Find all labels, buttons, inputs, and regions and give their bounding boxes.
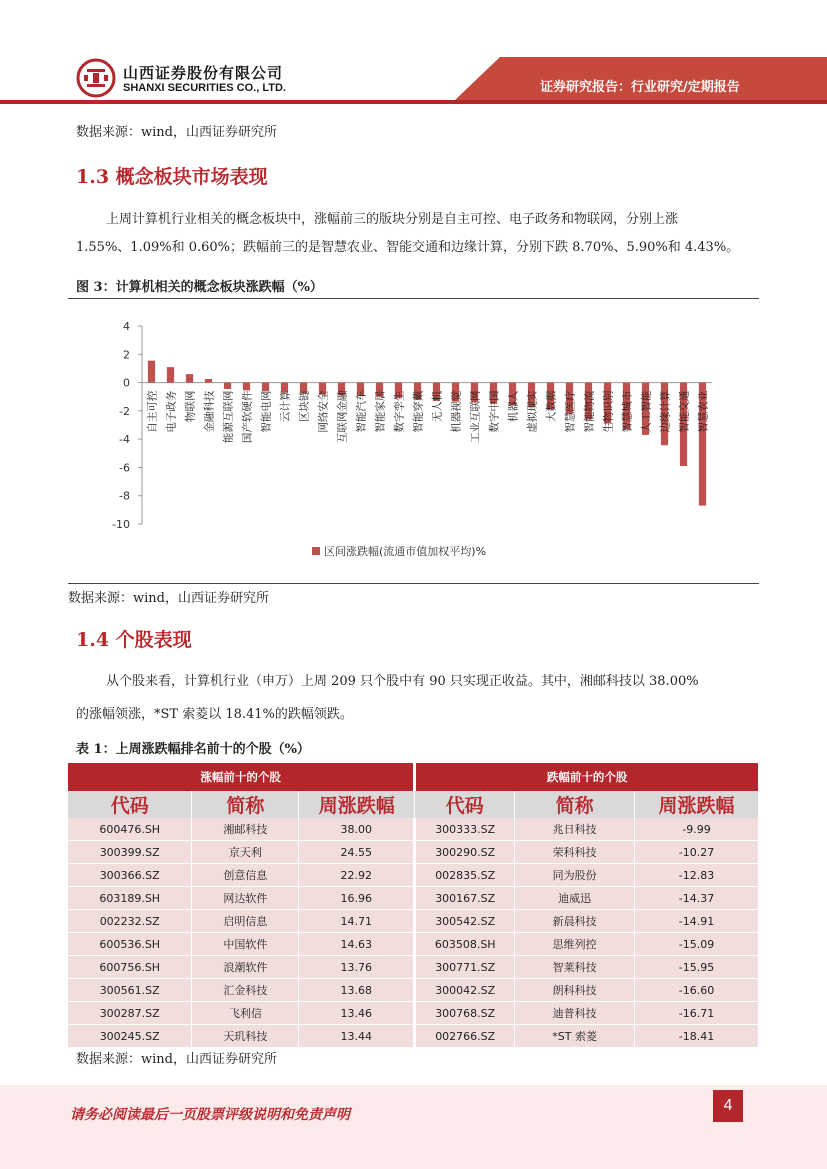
gainer-change: 13.46	[299, 1002, 415, 1025]
loser-name: 迪威迅	[515, 887, 635, 910]
table-group-header-row	[68, 763, 759, 791]
category-label: 数字中国	[488, 390, 501, 433]
section-1-3-para-line2: 1.55%、1.09%和 0.60%；跌幅前三的是智慧农业、智能交通和边缘计算，分别下跌 8.70%、5.90%和 4.43%。	[76, 240, 740, 255]
y-tick-label: 0	[123, 376, 130, 390]
company-name-en: SHANXI SECURITIES CO., LTD.	[123, 82, 286, 94]
bar	[167, 367, 174, 382]
gainer-code: 300245.SZ	[68, 1025, 192, 1048]
gainer-name: 汇金科技	[192, 979, 299, 1002]
category-label: 数字孪生	[393, 390, 406, 433]
page-header	[0, 0, 827, 108]
col-header-name: 简称	[515, 791, 635, 818]
gainer-name: 京天利	[192, 841, 299, 864]
category-label: 智能汽车	[355, 390, 368, 433]
gainer-code: 600756.SH	[68, 956, 192, 979]
col-header-change: 周涨跌幅	[635, 791, 759, 818]
bar	[186, 374, 193, 382]
gainer-name: 中国软件	[192, 933, 299, 956]
table-data-source: 数据来源：wind，山西证券研究所	[76, 1052, 277, 1067]
gainer-name: 飞利信	[192, 1002, 299, 1025]
gainer-change: 16.96	[299, 887, 415, 910]
gainer-change: 13.44	[299, 1025, 415, 1048]
figure-caption: 图 3：计算机相关的概念板块涨跌幅（%）	[76, 280, 323, 295]
col-header-name: 简称	[192, 791, 299, 818]
company-logo-icon	[76, 58, 116, 98]
top-movers-table	[68, 763, 759, 1048]
loser-code: 002766.SZ	[415, 1025, 515, 1048]
gainer-code: 300287.SZ	[68, 1002, 192, 1025]
loser-name: 智莱科技	[515, 956, 635, 979]
group-header-losers: 跌幅前十的个股	[415, 763, 759, 791]
category-label: 云计算	[279, 390, 292, 423]
category-label: 智慧城市	[621, 390, 634, 433]
gainer-name: 天玑科技	[192, 1025, 299, 1048]
loser-change: -16.71	[635, 1002, 759, 1025]
category-label: 互联网金融	[336, 390, 349, 444]
loser-code: 300042.SZ	[415, 979, 515, 1002]
category-label: 智慧农业	[697, 390, 710, 433]
gainer-change: 38.00	[299, 818, 415, 841]
gainer-change: 14.63	[299, 933, 415, 956]
table-row	[68, 818, 759, 841]
gainer-code: 600476.SH	[68, 818, 192, 841]
bar	[243, 383, 250, 391]
page-footer	[0, 1085, 827, 1169]
table-row	[68, 956, 759, 979]
loser-name: 思维列控	[515, 933, 635, 956]
loser-change: -9.99	[635, 818, 759, 841]
category-label: 国产软硬件	[241, 390, 254, 444]
table-row	[68, 1002, 759, 1025]
loser-change: -18.41	[635, 1025, 759, 1048]
category-label: 机器人	[507, 390, 520, 423]
figure-bottom-rule	[68, 583, 759, 584]
loser-code: 300771.SZ	[415, 956, 515, 979]
section-1-3-para-line1: 上周计算机行业相关的概念板块中，涨幅前三的版块分别是自主可控、电子政务和物联网，分别上涨	[106, 212, 679, 227]
gainer-name: 启明信息	[192, 910, 299, 933]
loser-name: 同为股份	[515, 864, 635, 887]
category-label: 无人机	[431, 390, 444, 423]
loser-change: -16.60	[635, 979, 759, 1002]
gainer-change: 24.55	[299, 841, 415, 864]
y-tick-label: 2	[123, 348, 130, 362]
table-row	[68, 864, 759, 887]
loser-change: -15.09	[635, 933, 759, 956]
section-heading-1-4: 1.4 个股表现	[76, 629, 192, 651]
group-header-gainers: 涨幅前十的个股	[68, 763, 415, 791]
bar	[148, 361, 155, 383]
concept-sector-bar-chart	[68, 300, 759, 582]
section-heading-1-3: 1.3 概念板块市场表现	[76, 166, 268, 188]
table-body	[68, 818, 759, 1048]
section-1-4-para-line1: 从个股来看，计算机行业（申万）上周 209 只个股中有 90 只实现正收益。其中，湘邮科技以 38.00%	[106, 674, 699, 689]
category-label: 智能电网	[260, 390, 273, 433]
loser-code: 300768.SZ	[415, 1002, 515, 1025]
loser-change: -10.27	[635, 841, 759, 864]
col-header-code: 代码	[415, 791, 515, 818]
col-header-code: 代码	[68, 791, 192, 818]
gainer-code: 300561.SZ	[68, 979, 192, 1002]
category-label: 网络安全	[317, 390, 330, 433]
gainer-name: 浪潮软件	[192, 956, 299, 979]
figure-data-source: 数据来源：wind，山西证券研究所	[68, 591, 269, 606]
y-tick-label: -4	[119, 433, 130, 447]
loser-name: *ST 索菱	[515, 1025, 635, 1048]
table-row	[68, 933, 759, 956]
gainer-change: 13.68	[299, 979, 415, 1002]
table-row	[68, 910, 759, 933]
loser-code: 300167.SZ	[415, 887, 515, 910]
loser-code: 300290.SZ	[415, 841, 515, 864]
category-label: 智能穿戴	[412, 390, 425, 433]
loser-name: 朗科科技	[515, 979, 635, 1002]
category-label: 生物识别	[602, 390, 615, 433]
gainer-change: 14.71	[299, 910, 415, 933]
y-tick-label: 4	[123, 320, 130, 333]
loser-change: -12.83	[635, 864, 759, 887]
table-column-header-row	[68, 791, 759, 818]
loser-name: 兆日科技	[515, 818, 635, 841]
table-row	[68, 887, 759, 910]
category-label: 物联网	[184, 390, 197, 423]
loser-code: 300542.SZ	[415, 910, 515, 933]
category-label: 边缘计算	[659, 390, 672, 433]
category-label: 智慧医疗	[564, 390, 577, 433]
y-tick-label: -8	[119, 489, 130, 503]
loser-change: -14.91	[635, 910, 759, 933]
loser-code: 300333.SZ	[415, 818, 515, 841]
figure-top-rule	[68, 298, 759, 299]
table-row	[68, 841, 759, 864]
gainer-code: 300399.SZ	[68, 841, 192, 864]
loser-code: 002835.SZ	[415, 864, 515, 887]
section-1-4-para-line2: 的涨幅领涨，*ST 索菱以 18.41%的跌幅领跌。	[76, 707, 353, 722]
disclaimer-notice: 请务必阅读最后一页股票评级说明和免责声明	[70, 1107, 350, 1123]
loser-name: 荣科科技	[515, 841, 635, 864]
category-label: 能源互联网	[222, 390, 235, 444]
category-label: 智能物流	[583, 390, 596, 433]
category-label: 智能家居	[374, 390, 387, 433]
category-label: 电子政务	[165, 390, 178, 433]
loser-name: 迪普科技	[515, 1002, 635, 1025]
gainer-code: 600536.SH	[68, 933, 192, 956]
gainer-code: 603189.SH	[68, 887, 192, 910]
col-header-change: 周涨跌幅	[299, 791, 415, 818]
category-label: 工业互联网	[469, 390, 482, 444]
report-type-tag: 证券研究报告：行业研究/定期报告	[540, 80, 740, 95]
category-label: 智能交通	[678, 390, 691, 433]
table-row	[68, 1025, 759, 1048]
table-row	[68, 979, 759, 1002]
bar	[224, 383, 231, 389]
y-tick-label: -6	[119, 461, 130, 475]
top-data-source: 数据来源：wind，山西证券研究所	[76, 125, 277, 140]
gainer-name: 创意信息	[192, 864, 299, 887]
loser-change: -15.95	[635, 956, 759, 979]
bar	[205, 379, 212, 383]
category-label: 金融科技	[203, 390, 216, 433]
category-label: 虚拟现实	[526, 390, 539, 433]
gainer-name: 网达软件	[192, 887, 299, 910]
loser-name: 新晨科技	[515, 910, 635, 933]
loser-change: -14.37	[635, 887, 759, 910]
y-tick-label: -10	[112, 518, 130, 531]
gainer-change: 22.92	[299, 864, 415, 887]
legend-swatch	[312, 547, 320, 555]
category-label: 机器视觉	[450, 390, 463, 433]
legend-label: 区间涨跌幅(流通市值加权平均)%	[324, 545, 487, 558]
category-label: 大数据	[545, 390, 558, 423]
gainer-code: 002232.SZ	[68, 910, 192, 933]
loser-code: 603508.SH	[415, 933, 515, 956]
bar	[262, 383, 269, 391]
y-tick-label: -2	[119, 404, 130, 418]
gainer-change: 13.76	[299, 956, 415, 979]
category-label: 区块链	[298, 390, 311, 423]
category-label: 人工智能	[640, 390, 653, 433]
gainer-code: 300366.SZ	[68, 864, 192, 887]
company-name-cn: 山西证券股份有限公司	[123, 64, 284, 82]
table-caption: 表 1：上周涨跌幅排名前十的个股（%）	[76, 742, 310, 757]
gainer-name: 湘邮科技	[192, 818, 299, 841]
page-number: 4	[713, 1090, 743, 1122]
category-label: 自主可控	[146, 390, 159, 433]
